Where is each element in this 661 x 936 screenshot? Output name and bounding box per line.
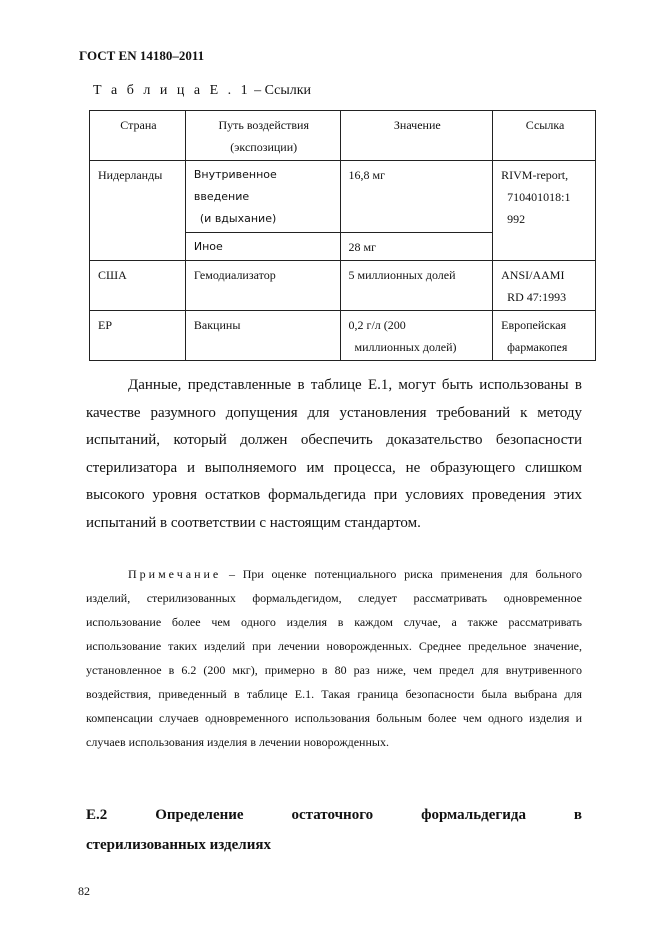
cell-country-ep: EP <box>90 311 186 361</box>
cell-country-us: США <box>90 261 186 311</box>
document-header: ГОСТ EN 14180–2011 <box>79 48 205 63</box>
page-number: 82 <box>78 884 90 898</box>
ref-line: RIVM-report, <box>501 168 569 182</box>
route-line: Внутривенное введение <box>193 168 277 203</box>
references-table <box>89 110 596 361</box>
value-line: 0,2 г/л (200 <box>348 318 406 332</box>
cell-value-nl-1: 16,8 мг <box>340 161 493 233</box>
cell-reference-us <box>493 261 596 311</box>
ref-line: RD 47:1993 <box>507 290 567 304</box>
header-route-line1: Путь воздействия <box>218 118 309 132</box>
ref-line: Европейская <box>501 318 567 332</box>
section-word: Определение <box>155 807 244 823</box>
table-caption-text: – Ссылки <box>250 83 312 98</box>
note-text: – При оценке потенциального риска применения для больного изделий, стерилизованных формальдегидом, следует рассматривать одновременное использование более чем одного изделия в каждом случае, а также рассматривать использование таких изделий при лечении новорожденных. Среднее предельное значение, установленное в 6.2 (200 мкг), примерно в 80 раз ниже, чем предел для внутривенного воздействия, приведенный в таблице Е.1. Такая граница безопасности была выбрана для компенсации случаев одновременного использования больным более чем одного изделия и случаев использования изделия в лечении новорожденных. <box>86 567 582 749</box>
section-word: в <box>573 807 582 823</box>
ref-line: 992 <box>507 212 526 226</box>
cell-reference-ep <box>493 311 596 361</box>
cell-value-nl-2: 28 мг <box>340 233 493 261</box>
section-word: остаточного <box>291 807 374 823</box>
section-heading <box>86 800 582 860</box>
section-word: формальдегида <box>421 807 526 823</box>
cell-route-ep: Вакцины <box>185 311 340 361</box>
table-caption-label: Т а б л и ц а Е . 1 <box>93 83 251 98</box>
note-label: Примечание <box>128 567 222 581</box>
route-line: (и вдыхание) <box>199 212 277 225</box>
section-number: Е.2 <box>86 807 108 823</box>
table-row <box>90 161 596 233</box>
cell-route-us: Гемодиализатор <box>185 261 340 311</box>
cell-country-nl: Нидерланды <box>90 161 186 261</box>
ref-line: ANSI/AAMI <box>501 268 565 282</box>
header-value: Значение <box>340 111 493 161</box>
ref-line: 710401018:1 <box>507 190 571 204</box>
header-country: Страна <box>90 111 186 161</box>
header-route-line2: (экспозиции) <box>230 140 298 154</box>
header-reference: Ссылка <box>493 111 596 161</box>
cell-value-us: 5 миллионных долей <box>340 261 493 311</box>
table-header-row <box>90 111 596 161</box>
table-row <box>90 261 596 311</box>
header-route <box>185 111 340 161</box>
cell-route-nl-1 <box>185 161 340 233</box>
table-caption <box>93 83 311 99</box>
ref-line: фармакопея <box>507 340 568 354</box>
section-title-line2: стерилизованных изделиях <box>86 837 271 853</box>
value-line: миллионных долей) <box>354 340 457 354</box>
cell-route-nl-2: Иное <box>185 233 340 261</box>
cell-reference-nl <box>493 161 596 261</box>
note-paragraph <box>86 562 582 754</box>
cell-value-ep <box>340 311 493 361</box>
body-paragraph: Данные, представленные в таблице Е.1, могут быть использованы в качестве разумного допущения для установления требований к методу испытаний, который должен обеспечить доказательство безопасности стерилизатора и выполняемого им процесса, не образующего слишком высокого уровня остатков формальдегида при условиях проведения этих испытаний в соответствии с настоящим стандартом. <box>86 377 582 531</box>
table-row <box>90 311 596 361</box>
